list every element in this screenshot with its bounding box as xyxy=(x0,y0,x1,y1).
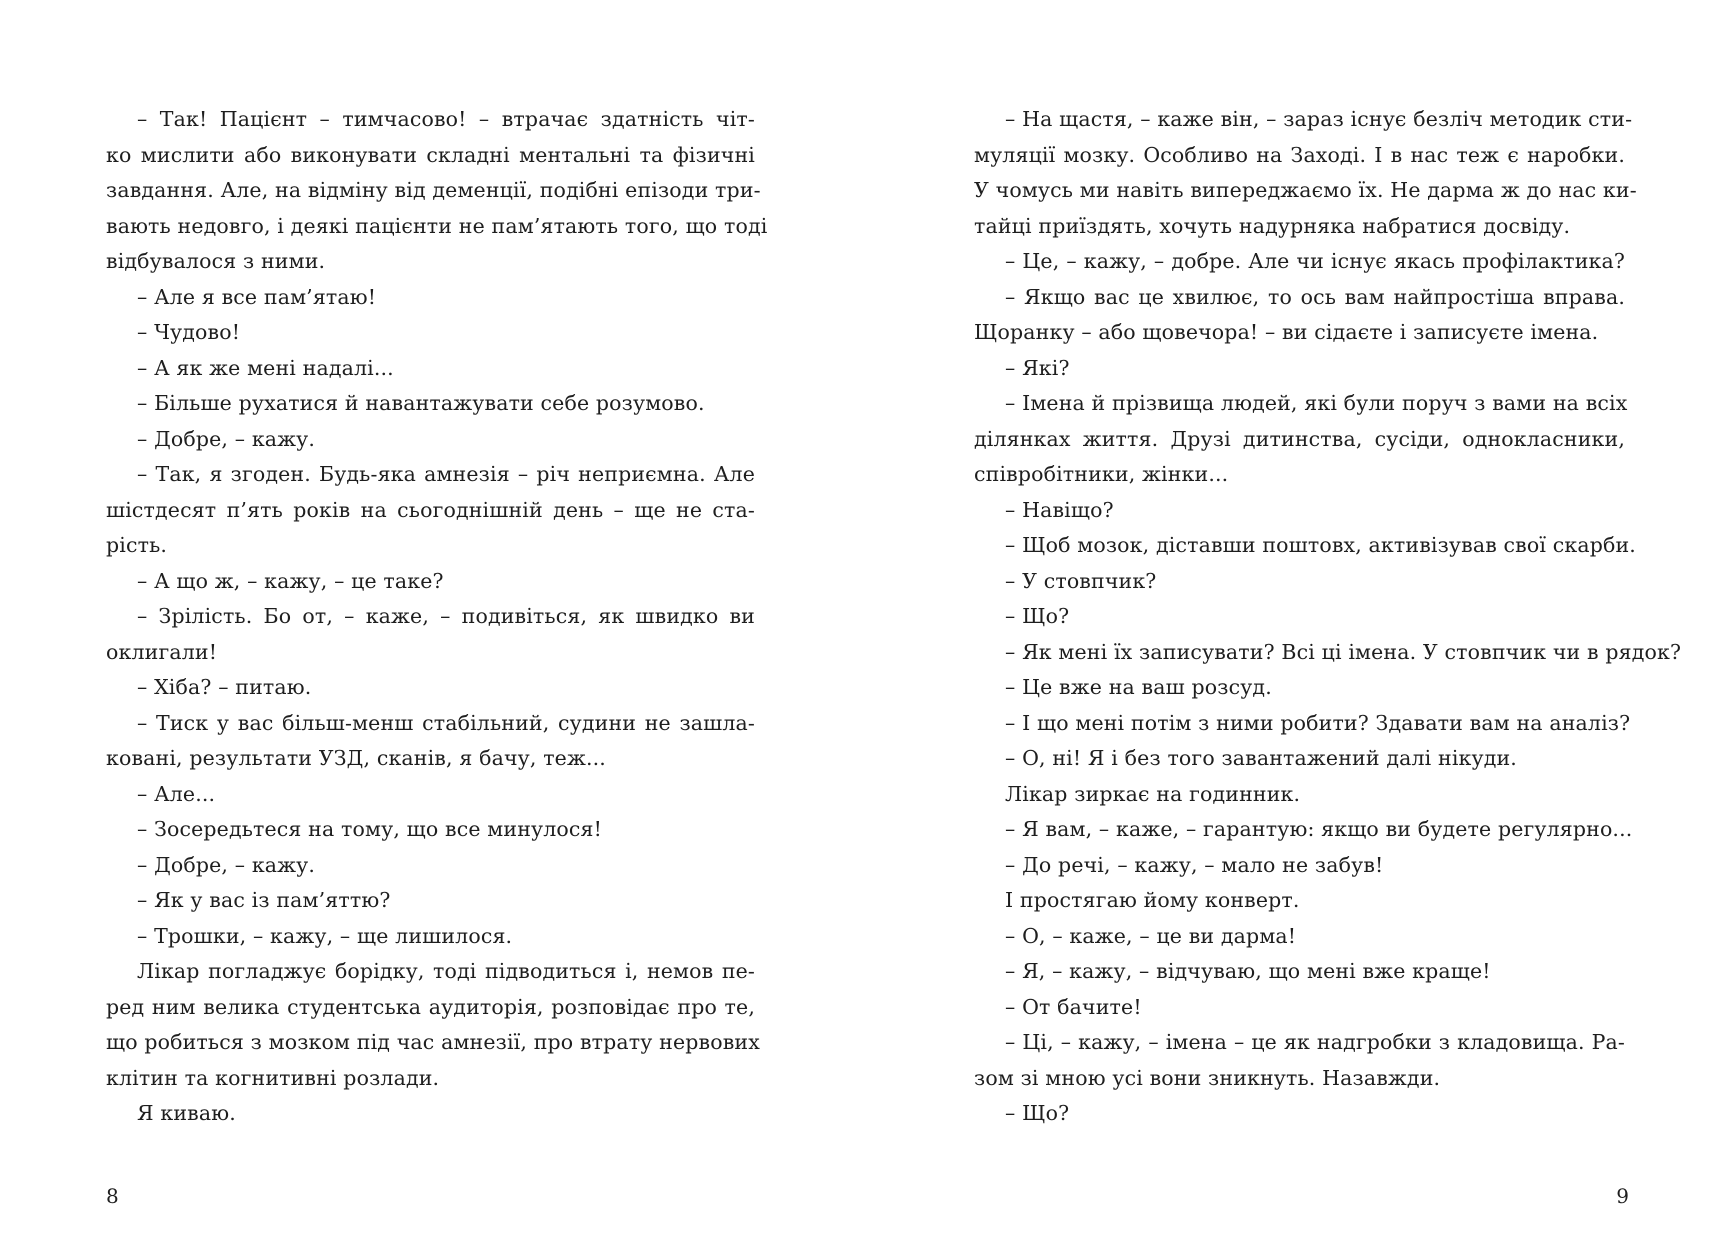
text-line: – Добре, – кажу. xyxy=(137,426,316,451)
text-line: – Але я все пам’ятаю! xyxy=(137,284,377,309)
text-line: – Ці, – кажу, – імена – це як надгробки з кладовища. Ра- xyxy=(1005,1030,1625,1054)
right-page xyxy=(856,0,1713,1258)
text-line: – Тиск у вас більш-менш стабільний, судини не зашла- xyxy=(137,710,755,735)
text-line: ред ним велика студентська аудиторія, розповідає про те, xyxy=(106,994,755,1019)
text-line: – Імена й прізвища людей, які були поруч з вами на всіх xyxy=(1005,391,1628,415)
text-line: – Трошки, – кажу, – ще лишилося. xyxy=(137,923,513,948)
text-line: – От бачите! xyxy=(1005,994,1142,1019)
text-line: – Навіщо? xyxy=(1005,497,1114,522)
text-line: шістдесят п’ять років на сьогоднішній день – ще не ста- xyxy=(106,497,755,522)
text-line: – Як мені їх записувати? Всі ці імена. У стовпчик чи в рядок? xyxy=(1005,639,1682,664)
text-line: – Чудово! xyxy=(137,320,241,344)
text-line: – Але... xyxy=(137,781,216,806)
text-line: тайці приїздять, хочуть надурняка набратися досвіду. xyxy=(974,213,1571,238)
text-line: – О, ні! Я і без того завантажений далі нікуди. xyxy=(1005,746,1517,770)
text-line: співробітники, жінки... xyxy=(974,462,1229,486)
text-line: – Я вам, – каже, – гарантую: якщо ви будете регулярно... xyxy=(1005,817,1633,841)
text-line: відбувалося з ними. xyxy=(106,249,326,273)
text-line: – Як у вас із пам’яттю? xyxy=(137,888,391,912)
text-line: оклигали! xyxy=(106,639,218,664)
text-line: – Зосередьтеся на тому, що все минулося! xyxy=(137,817,602,841)
text-line: – Що? xyxy=(1005,1101,1070,1125)
text-line: – Зрілість. Бо от, – каже, – подивіться, як швидко ви xyxy=(137,604,755,628)
text-line: рість. xyxy=(106,533,168,557)
text-line: – Якщо вас це хвилює, то ось вам найпростіша вправа. xyxy=(1005,284,1625,309)
text-line: ділянках життя. Друзі дитинства, сусіди, однокласники, xyxy=(974,426,1625,451)
text-line: – Що? xyxy=(1005,604,1070,628)
text-line: – Так, я згоден. Будь-яка амнезія – річ неприємна. Але xyxy=(137,462,755,486)
text-line: муляції мозку. Особливо на Заході. І в нас теж є наробки. xyxy=(974,142,1625,167)
text-line: І простягаю йому конверт. xyxy=(1005,888,1300,912)
text-line: – Які? xyxy=(1005,355,1070,380)
text-line: – І що мені потім з ними робити? Здавати вам на аналіз? xyxy=(1005,710,1631,735)
text-line: – Я, – кажу, – відчуваю, що мені вже краще! xyxy=(1005,959,1491,983)
text-line: клітин та когнитивні розлади. xyxy=(106,1065,440,1090)
text-line: Щоранку – або щовечора! – ви сідаєте і записуєте імена. xyxy=(974,320,1599,344)
text-line: У чомусь ми навіть випереджаємо їх. Не дарма ж до нас ки- xyxy=(974,178,1637,202)
text-line: що робиться з мозком під час амнезії, про втрату нервових xyxy=(106,1030,760,1054)
text-line: завдання. Але, на відміну від деменції, подібні епізоди три- xyxy=(106,178,761,202)
text-line: вають недовго, і деякі пацієнти не пам’ятають того, що тоді xyxy=(106,213,768,238)
text-line: ковані, результати УЗД, сканів, я бачу, теж... xyxy=(106,746,606,770)
text-line: Лікар зиркає на годинник. xyxy=(1005,781,1301,806)
left-page-text xyxy=(106,102,768,1132)
text-line: – Це, – кажу, – добре. Але чи існує якась профілактика? xyxy=(1005,249,1625,273)
text-line: Лікар погладжує борідку, тоді підводиться і, немов пе- xyxy=(137,959,755,983)
text-line: – А як же мені надалі... xyxy=(137,355,394,380)
text-line: – На щастя, – каже він, – зараз існує безліч методик сти- xyxy=(1005,107,1633,131)
text-line: – Це вже на ваш розсуд. xyxy=(1005,675,1272,699)
text-line: – О, – каже, – це ви дарма! xyxy=(1005,923,1297,948)
text-line: зом зі мною усі вони зникнуть. Назавжди. xyxy=(974,1065,1441,1090)
text-line: – У стовпчик? xyxy=(1005,568,1157,593)
right-page-number: 9 xyxy=(1616,1184,1629,1208)
text-line: Я киваю. xyxy=(137,1101,236,1125)
text-line: – Добре, – кажу. xyxy=(137,852,316,877)
right-page-text xyxy=(974,102,1682,1132)
text-line: – Більше рухатися й навантажувати себе розумово. xyxy=(137,391,705,415)
text-line: – Щоб мозок, діставши поштовх, активізував свої скарби. xyxy=(1005,533,1636,557)
left-page xyxy=(0,0,856,1258)
text-line: – А що ж, – кажу, – це таке? xyxy=(137,568,444,593)
text-line: – До речі, – кажу, – мало не забув! xyxy=(1005,852,1384,877)
text-line: ко мислити або виконувати складні ментальні та фізичні xyxy=(106,142,755,167)
text-line: – Так! Пацієнт – тимчасово! – втрачає здатність чіт- xyxy=(137,107,755,131)
text-line: – Хіба? – питаю. xyxy=(137,675,312,699)
left-page-number: 8 xyxy=(106,1184,119,1208)
